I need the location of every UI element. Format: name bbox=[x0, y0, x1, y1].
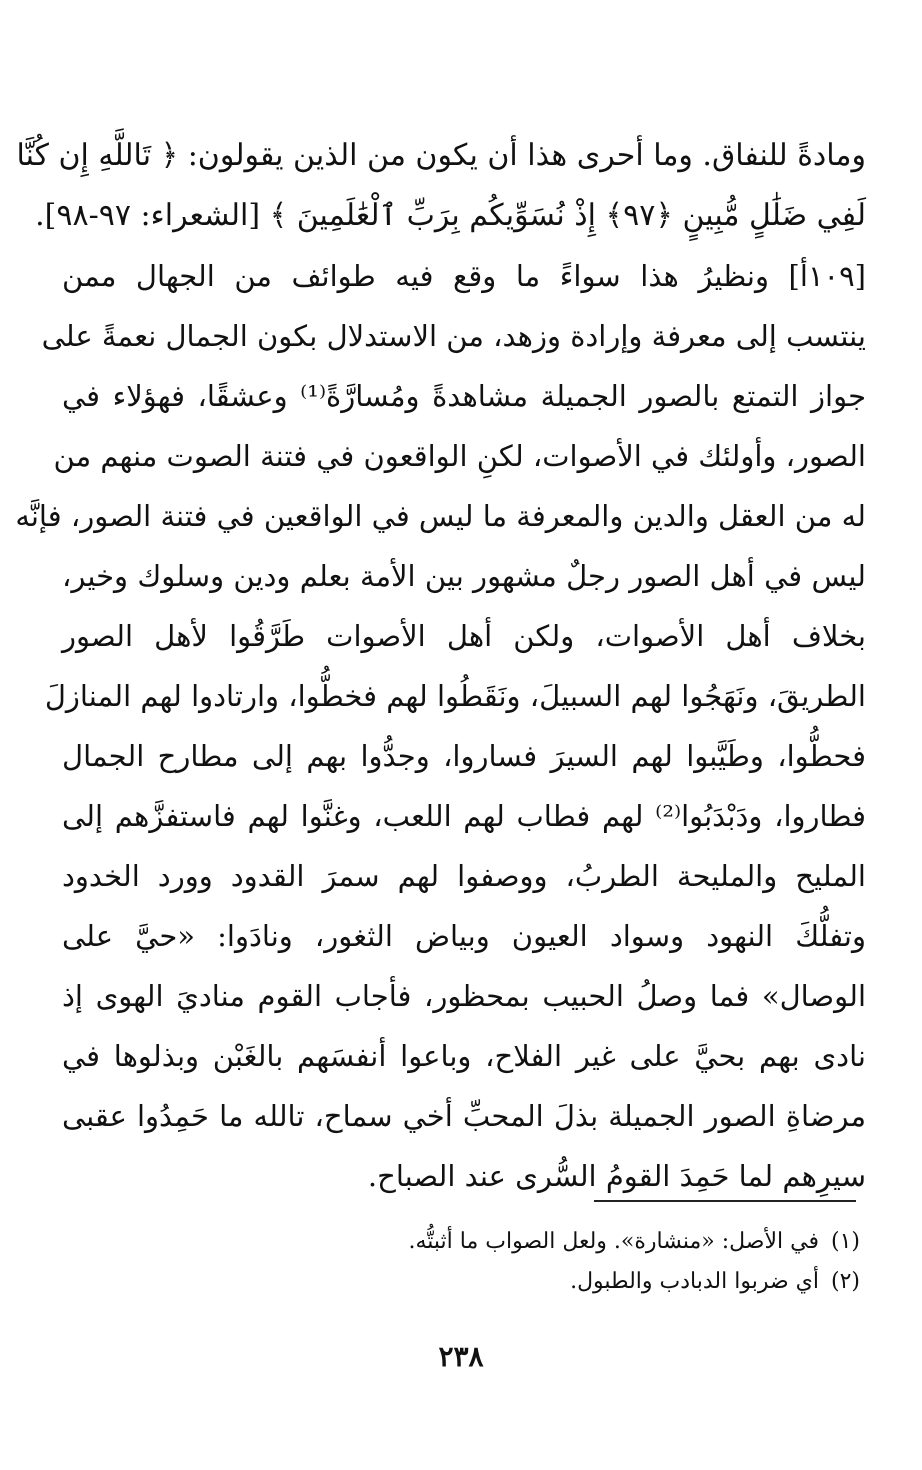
text-line: [١٠٩أ] ونظيرُ هذا سواءً ما وقع فيه طوائف من الجهال ممن bbox=[62, 259, 866, 293]
footnote-text: أي ضربوا الدبادب والطبول. bbox=[570, 1269, 819, 1294]
footnote bbox=[340, 1222, 860, 1262]
text-line: ليس في أهل الصور رجلٌ مشهور بين الأمة بعلم ودين وسلوك وخير، bbox=[62, 559, 866, 593]
text-line: الوصال» فما وصلُ الحبيب بمحظور، فأجاب القوم مناديَ الهوى إذ bbox=[62, 979, 866, 1013]
text-line: فحطُّوا، وطَيَّبوا لهم السيرَ فساروا، وجدُّوا بهم إلى مطارح الجمال bbox=[62, 739, 866, 773]
text-line: مرضاةِ الصور الجميلة بذلَ المحبِّ أخي سماح، تالله ما حَمِدُوا عقبى bbox=[62, 1099, 866, 1133]
page-number: ٢٣٨ bbox=[438, 1340, 484, 1373]
text-line: ومادةً للنفاق. وما أحرى هذا أن يكون من الذين يقولون: ﴿ تَاللَّهِ إِن كُنَّا bbox=[16, 138, 866, 173]
text-line: المليح والمليحة الطربُ، ووصفوا لهم سمرَ القدود وورد الخدود bbox=[62, 859, 866, 893]
footnote-divider bbox=[594, 1200, 856, 1202]
text-line: سيرِهم لما حَمِدَ القومُ السُّرى عند الصباح. bbox=[367, 1159, 866, 1193]
text-line: الصور، وأولئك في الأصوات، لكنِ الواقعون في فتنة الصوت منهم من bbox=[53, 439, 866, 473]
text-line: الطريقَ، ونَهَجُوا لهم السبيلَ، ونَقَطُوا لهم فخطُّوا، وارتادوا لهم المنازلَ bbox=[44, 679, 866, 713]
footnote-number: (٢) bbox=[830, 1269, 860, 1294]
text-line: جواز التمتع بالصور الجميلة مشاهدةً ومُسارَّةً⁽¹⁾ وعشقًا، فهؤلاء في bbox=[62, 379, 867, 413]
footnote-number: (١) bbox=[830, 1229, 860, 1254]
text-line: نادى بهم بحيَّ على غير الفلاح، وباعوا أنفسَهم بالغَبْن وبذلوها في bbox=[62, 1039, 866, 1073]
footnote bbox=[340, 1262, 860, 1302]
footnotes bbox=[340, 1222, 860, 1302]
footnote-text: في الأصل: «منشارة». ولعل الصواب ما أثبتُّه. bbox=[408, 1229, 819, 1254]
text-line: فطاروا، ودَبْدَبُوا⁽²⁾ لهم فطاب لهم اللعب، وغنَّوا لهم فاستفزَّهم إلى bbox=[62, 799, 867, 833]
main-text bbox=[15, 126, 867, 1206]
text-line: بخلاف أهل الأصوات، ولكن أهل الأصوات طَرَّقُوا لأهل الصور bbox=[62, 619, 866, 653]
text-line: ينتسب إلى معرفة وإرادة وزهد، من الاستدلال بكون الجمال نعمةً على bbox=[41, 319, 866, 353]
text-line: وتفلُّكَ النهود وسواد العيون وبياض الثغور، ونادَوا: «حيَّ على bbox=[62, 919, 866, 953]
text-line: لَفِي ضَلَٰلٍ مُّبِينٍ ﴿٩٧﴾ إِذْ نُسَوِّيكُم بِرَبِّ ٱلْعَٰلَمِينَ ﴾ [الشعراء: ٩٧-٩٨]. bbox=[35, 198, 866, 233]
text-line: له من العقل والدين والمعرفة ما ليس في الواقعين في فتنة الصور، فإنَّه bbox=[15, 499, 866, 533]
